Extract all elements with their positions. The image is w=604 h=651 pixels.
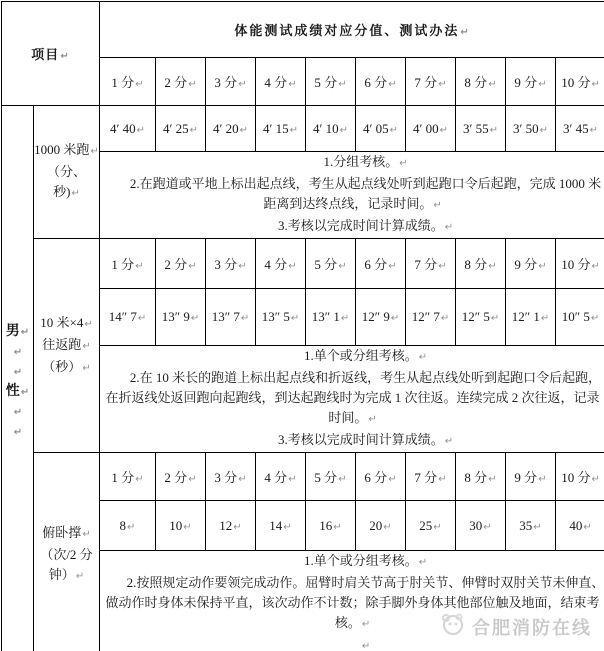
paragraph-mark: ↵ [82, 362, 91, 374]
description-paragraph: 1.单个或分组考核。↵ [303, 553, 428, 568]
paragraph-mark: ↵ [338, 261, 347, 272]
paragraph-mark: ↵ [591, 79, 600, 90]
paragraph-mark: ↵ [90, 146, 99, 157]
paragraph-mark: ↵ [188, 261, 197, 272]
title-row [2, 2, 604, 58]
label-line: 10 米×4↵ [40, 314, 93, 330]
label-line: 往返跑↵ [42, 336, 91, 352]
paragraph-mark: ↵ [389, 124, 398, 136]
paragraph-mark: ↵ [137, 313, 147, 324]
cell-text: 2 分 [164, 470, 188, 485]
paragraph-mark: ↵ [591, 261, 600, 272]
cell-text: 10 [169, 517, 183, 533]
score-header-cell [206, 239, 256, 289]
score-header-cell [556, 58, 604, 106]
score-value-cell [306, 106, 356, 152]
paragraph-mark: ↵ [388, 474, 397, 485]
paragraph-mark: ↵ [240, 313, 250, 324]
score-value-cell [356, 289, 406, 346]
score-value-cell [406, 289, 456, 346]
project-cell-10mx4-shuttle-run [34, 239, 100, 453]
description-paragraph: 2.在跑道或平地上标出起点线，考生从起点线处听到起跑口令后起跑，完成 1000 米距离到达终点线，记录时间。↵ [129, 176, 602, 211]
label-line: 钟）↵ [48, 567, 85, 582]
cell-text: 3′ 55 [463, 120, 489, 136]
description-paragraph: 3.考核以完成时间计算成绩。↵ [277, 432, 454, 447]
description-paragraph: 2.按照规定动作要领完成动作。屈臂时肩关节高于肘关节、伸臂时双肘关节未伸直、做动作时身体未保持平直，该次动作不计数；除手脚外身体其他部位触及地面，结束考核。↵ [105, 575, 604, 630]
paragraph-mark: ↵ [418, 557, 428, 568]
paragraph-mark: ↵ [538, 474, 547, 485]
score-value-cell [156, 501, 206, 551]
paragraph-mark: ↵ [283, 521, 292, 533]
label-line: （次/2 分 [40, 547, 93, 562]
paragraph-mark: ↵ [383, 521, 392, 533]
cell-text: 7 分 [414, 75, 438, 90]
cell-text: 5 分 [314, 470, 338, 485]
paragraph-mark: ↵ [190, 313, 200, 324]
paragraph-mark: ↵ [488, 474, 497, 485]
cell-text: 16 [319, 517, 333, 533]
paragraph-mark: ↵ [288, 474, 297, 485]
table-title: 体能测试成绩对应分值、测试办法 [234, 23, 460, 38]
project-header-cell [2, 2, 100, 106]
project-cell-push-ups [34, 453, 100, 651]
paragraph-mark: ↵ [438, 261, 447, 272]
score-header-cell [356, 453, 406, 501]
score-value-cell [506, 106, 556, 152]
paragraph-mark: ↵ [583, 521, 592, 533]
score-header-cell [100, 58, 156, 106]
description-cell-push-ups [100, 551, 604, 651]
score-value-cell [206, 501, 256, 551]
score-value-cell [406, 501, 456, 551]
paragraph-mark: ↵ [340, 313, 350, 324]
cell-text: 4′ 05 [363, 120, 389, 136]
description-paragraph: 3.考核以完成时间计算成绩。↵ [277, 218, 454, 233]
cell-text: 8 分 [464, 257, 488, 272]
score-header-cell [156, 58, 206, 106]
cell-text: 12″ 5 [461, 309, 490, 324]
paragraph-mark: ↵ [361, 619, 371, 630]
paragraph-mark: ↵ [483, 521, 492, 533]
score-header-cell [406, 58, 456, 106]
table-title-cell [100, 2, 604, 58]
label-line: 1000 米跑↵ [34, 142, 99, 157]
score-value-cell [206, 106, 256, 152]
paragraph-mark: ↵ [82, 529, 91, 540]
paragraph-mark: ↵ [136, 124, 145, 136]
score-value-cell [306, 501, 356, 551]
cell-text: 3′ 50 [513, 120, 539, 136]
score-header-row-2 [2, 239, 604, 289]
description-paragraph: 2.在 10 米长的跑道上标出起点线和折返线，考生从起点线处听到起跑口令后起跑，在折返线处返回跑向起跑线，到达起跑线时为完成 1 次往返。连续完成 2 次往返，记录时间。↵ [105, 370, 602, 425]
paragraph-mark: ↵ [388, 79, 397, 90]
paragraph-mark: ↵ [488, 79, 497, 90]
paragraph-mark: ↵ [489, 124, 498, 136]
cell-text: 12″ 9 [361, 309, 390, 324]
cell-text: 8 [119, 517, 127, 533]
score-value-cell [156, 106, 206, 152]
paragraph-mark: ↵ [135, 261, 144, 272]
cell-text: 6 分 [364, 257, 388, 272]
score-value-cell [406, 106, 456, 152]
cell-text: 1 分 [111, 470, 135, 485]
description-cell-1000m-run [100, 152, 604, 239]
paragraph-mark: ↵ [460, 27, 471, 38]
cell-text: 2 分 [164, 75, 188, 90]
project-header-label: 项目 [31, 47, 60, 62]
cell-text: 6 分 [364, 470, 388, 485]
cell-text: 3 分 [214, 75, 238, 90]
label-line [2, 342, 33, 362]
values-row-1000m [2, 106, 604, 152]
score-header-cell [206, 58, 256, 106]
cell-text: 35 [519, 517, 533, 533]
cell-text: 40 [569, 517, 583, 533]
description-paragraph: 1.分组考核。↵ [323, 154, 408, 169]
paragraph-mark: ↵ [238, 79, 247, 90]
score-value-cell [256, 501, 306, 551]
cell-text: 4′ 20 [213, 120, 239, 136]
score-value-cell [556, 501, 604, 551]
score-value-cell [100, 106, 156, 152]
paragraph-mark: ↵ [13, 426, 23, 438]
score-header-cell [256, 453, 306, 501]
cell-text: 10 分 [561, 75, 591, 90]
score-header-cell [156, 453, 206, 501]
cell-text: 9 分 [514, 257, 538, 272]
cell-text: 4′ 10 [313, 120, 339, 136]
paragraph-mark: ↵ [539, 124, 548, 136]
score-header-cell [100, 239, 156, 289]
score-value-cell [356, 501, 406, 551]
score-header-cell [156, 239, 206, 289]
paragraph-mark: ↵ [127, 521, 136, 533]
score-header-cell [406, 453, 456, 501]
score-value-cell [456, 289, 506, 346]
paragraph-mark: ↵ [333, 521, 342, 533]
paragraph-mark: ↵ [589, 124, 599, 136]
cell-text: 2 分 [164, 257, 188, 272]
score-header-cell [356, 239, 406, 289]
paragraph-mark: ↵ [388, 261, 397, 272]
paragraph-mark: ↵ [75, 571, 85, 582]
description-paragraph [100, 635, 604, 651]
watermark-text: 合肥消防在线 [472, 617, 592, 638]
paragraph-mark: ↵ [238, 261, 247, 272]
score-header-cell [256, 58, 306, 106]
paragraph-mark: ↵ [438, 79, 447, 90]
score-header-cell [506, 239, 556, 289]
cell-text: 14 [269, 517, 283, 533]
paragraph-mark: ↵ [135, 474, 144, 485]
paragraph-mark: ↵ [418, 352, 428, 363]
score-header-cell [556, 453, 604, 501]
cell-text: 1 分 [111, 257, 135, 272]
paragraph-mark: ↵ [361, 641, 371, 651]
score-value-cell [256, 289, 306, 346]
score-header-cell [456, 453, 506, 501]
paragraph-mark: ↵ [439, 124, 448, 136]
cell-text: 7 分 [414, 470, 438, 485]
cell-text: 1 分 [111, 75, 135, 90]
score-header-cell [556, 239, 604, 289]
paragraph-mark: ↵ [288, 261, 297, 272]
paragraph-mark: ↵ [338, 79, 347, 90]
cell-text: 9 分 [514, 75, 538, 90]
cell-text: 13″ 9 [161, 309, 190, 324]
cell-text: 8 分 [464, 470, 488, 485]
cell-text: 3′ 45 [563, 120, 589, 136]
cell-text: 10″ 5 [561, 309, 590, 324]
cell-text: 4′ 00 [413, 120, 439, 136]
label-line [2, 362, 33, 382]
fitness-test-table [1, 1, 604, 651]
cell-text: 30 [469, 517, 483, 533]
paragraph-mark: ↵ [288, 79, 297, 90]
cell-text: 12″ 7 [411, 309, 440, 324]
score-header-cell [506, 453, 556, 501]
score-value-cell [456, 501, 506, 551]
score-value-cell [506, 289, 556, 346]
label-line: （分、秒)↵ [46, 164, 86, 199]
paragraph-mark: ↵ [290, 313, 300, 324]
score-value-cell [556, 106, 604, 152]
paragraph-mark: ↵ [20, 386, 30, 398]
paragraph-mark: ↵ [438, 474, 447, 485]
paragraph-mark: ↵ [444, 436, 454, 447]
cell-text: 3 分 [214, 470, 238, 485]
cell-text: 8 分 [464, 75, 488, 90]
cell-text: 4′ 15 [263, 120, 289, 136]
score-header-cell [206, 453, 256, 501]
paragraph-mark: ↵ [84, 318, 93, 330]
cell-text: 12 [219, 517, 233, 533]
score-value-cell [100, 289, 156, 346]
cell-text: 5 分 [314, 75, 338, 90]
paragraph-mark: ↵ [20, 326, 30, 338]
score-value-cell [256, 106, 306, 152]
paragraph-mark: ↵ [433, 200, 442, 211]
label-line: 性↵ [5, 383, 30, 399]
score-header-cell [456, 239, 506, 289]
score-value-cell [456, 106, 506, 152]
score-header-row-3 [2, 453, 604, 501]
score-value-cell [206, 289, 256, 346]
paragraph-mark: ↵ [71, 188, 80, 199]
score-value-cell [506, 501, 556, 551]
cell-text: 4 分 [264, 257, 288, 272]
cell-text: 4′ 25 [163, 120, 189, 136]
paragraph-mark: ↵ [189, 124, 198, 136]
paragraph-mark: ↵ [399, 158, 408, 169]
cell-text: 5 分 [314, 257, 338, 272]
cell-text: 7 分 [414, 257, 438, 272]
paragraph-mark: ↵ [135, 79, 144, 90]
gender-cell [2, 106, 34, 651]
paragraph-mark: ↵ [538, 79, 547, 90]
cell-text: 13″ 1 [311, 309, 340, 324]
cell-text: 4 分 [264, 75, 288, 90]
paragraph-mark: ↵ [188, 474, 197, 485]
score-header-cell [256, 239, 306, 289]
score-header-cell [306, 58, 356, 106]
paragraph-mark: ↵ [540, 313, 550, 324]
paragraph-mark: ↵ [591, 474, 600, 485]
paragraph-mark: ↵ [538, 261, 547, 272]
cell-text: 10 分 [561, 257, 591, 272]
paragraph-mark: ↵ [13, 406, 23, 418]
label-line [2, 422, 33, 442]
paragraph-mark: ↵ [339, 124, 348, 136]
paragraph-mark: ↵ [440, 313, 450, 324]
cell-text: 12″ 1 [511, 309, 540, 324]
paragraph-mark: ↵ [13, 366, 23, 378]
paragraph-mark: ↵ [533, 521, 542, 533]
cell-text: 3 分 [214, 257, 238, 272]
paragraph-mark: ↵ [239, 124, 248, 136]
score-header-cell [406, 239, 456, 289]
score-value-cell [100, 501, 156, 551]
paragraph-mark: ↵ [183, 521, 192, 533]
paragraph-mark: ↵ [289, 124, 298, 136]
label-line: 俯卧撑↵ [42, 525, 91, 540]
cell-text: 25 [419, 517, 433, 533]
cell-text: 13″ 5 [261, 309, 290, 324]
paragraph-mark: ↵ [188, 79, 197, 90]
cell-text: 6 分 [364, 75, 388, 90]
paragraph-mark: ↵ [238, 474, 247, 485]
paragraph-mark: ↵ [444, 222, 454, 233]
score-value-cell [556, 289, 604, 346]
score-header-cell [506, 58, 556, 106]
score-header-cell [306, 239, 356, 289]
cell-text: 9 分 [514, 470, 538, 485]
paragraph-mark: ↵ [488, 261, 497, 272]
label-line [2, 402, 33, 422]
score-header-cell [100, 453, 156, 501]
score-value-cell [156, 289, 206, 346]
score-header-cell [306, 453, 356, 501]
paragraph-mark: ↵ [433, 521, 442, 533]
cell-text: 13″ 7 [211, 309, 240, 324]
description-paragraph: 1.单个或分组考核。↵ [303, 348, 428, 363]
cell-text: 20 [369, 517, 383, 533]
paragraph-mark: ↵ [82, 340, 91, 352]
paragraph-mark: ↵ [233, 521, 242, 533]
label-line: （秒）↵ [42, 358, 91, 374]
paragraph-mark: ↵ [338, 474, 347, 485]
paragraph-mark: ↵ [390, 313, 400, 324]
label-line: 男↵ [5, 323, 30, 339]
score-value-cell [356, 106, 406, 152]
cell-text: 10 分 [561, 470, 591, 485]
description-cell-10mx4-shuttle-run [100, 346, 604, 453]
project-cell-1000m-run [34, 106, 100, 239]
cell-text: 4 分 [264, 470, 288, 485]
cell-text: 4′ 40 [110, 120, 136, 136]
cell-text: 14″ 7 [108, 309, 137, 324]
paragraph-mark: ↵ [368, 414, 377, 425]
score-header-cell [456, 58, 506, 106]
paragraph-mark: ↵ [490, 313, 500, 324]
paragraph-mark: ↵ [13, 346, 23, 358]
paragraph-mark: ↵ [60, 51, 70, 62]
paragraph-mark: ↵ [590, 313, 600, 324]
score-value-cell [306, 289, 356, 346]
score-header-cell [356, 58, 406, 106]
